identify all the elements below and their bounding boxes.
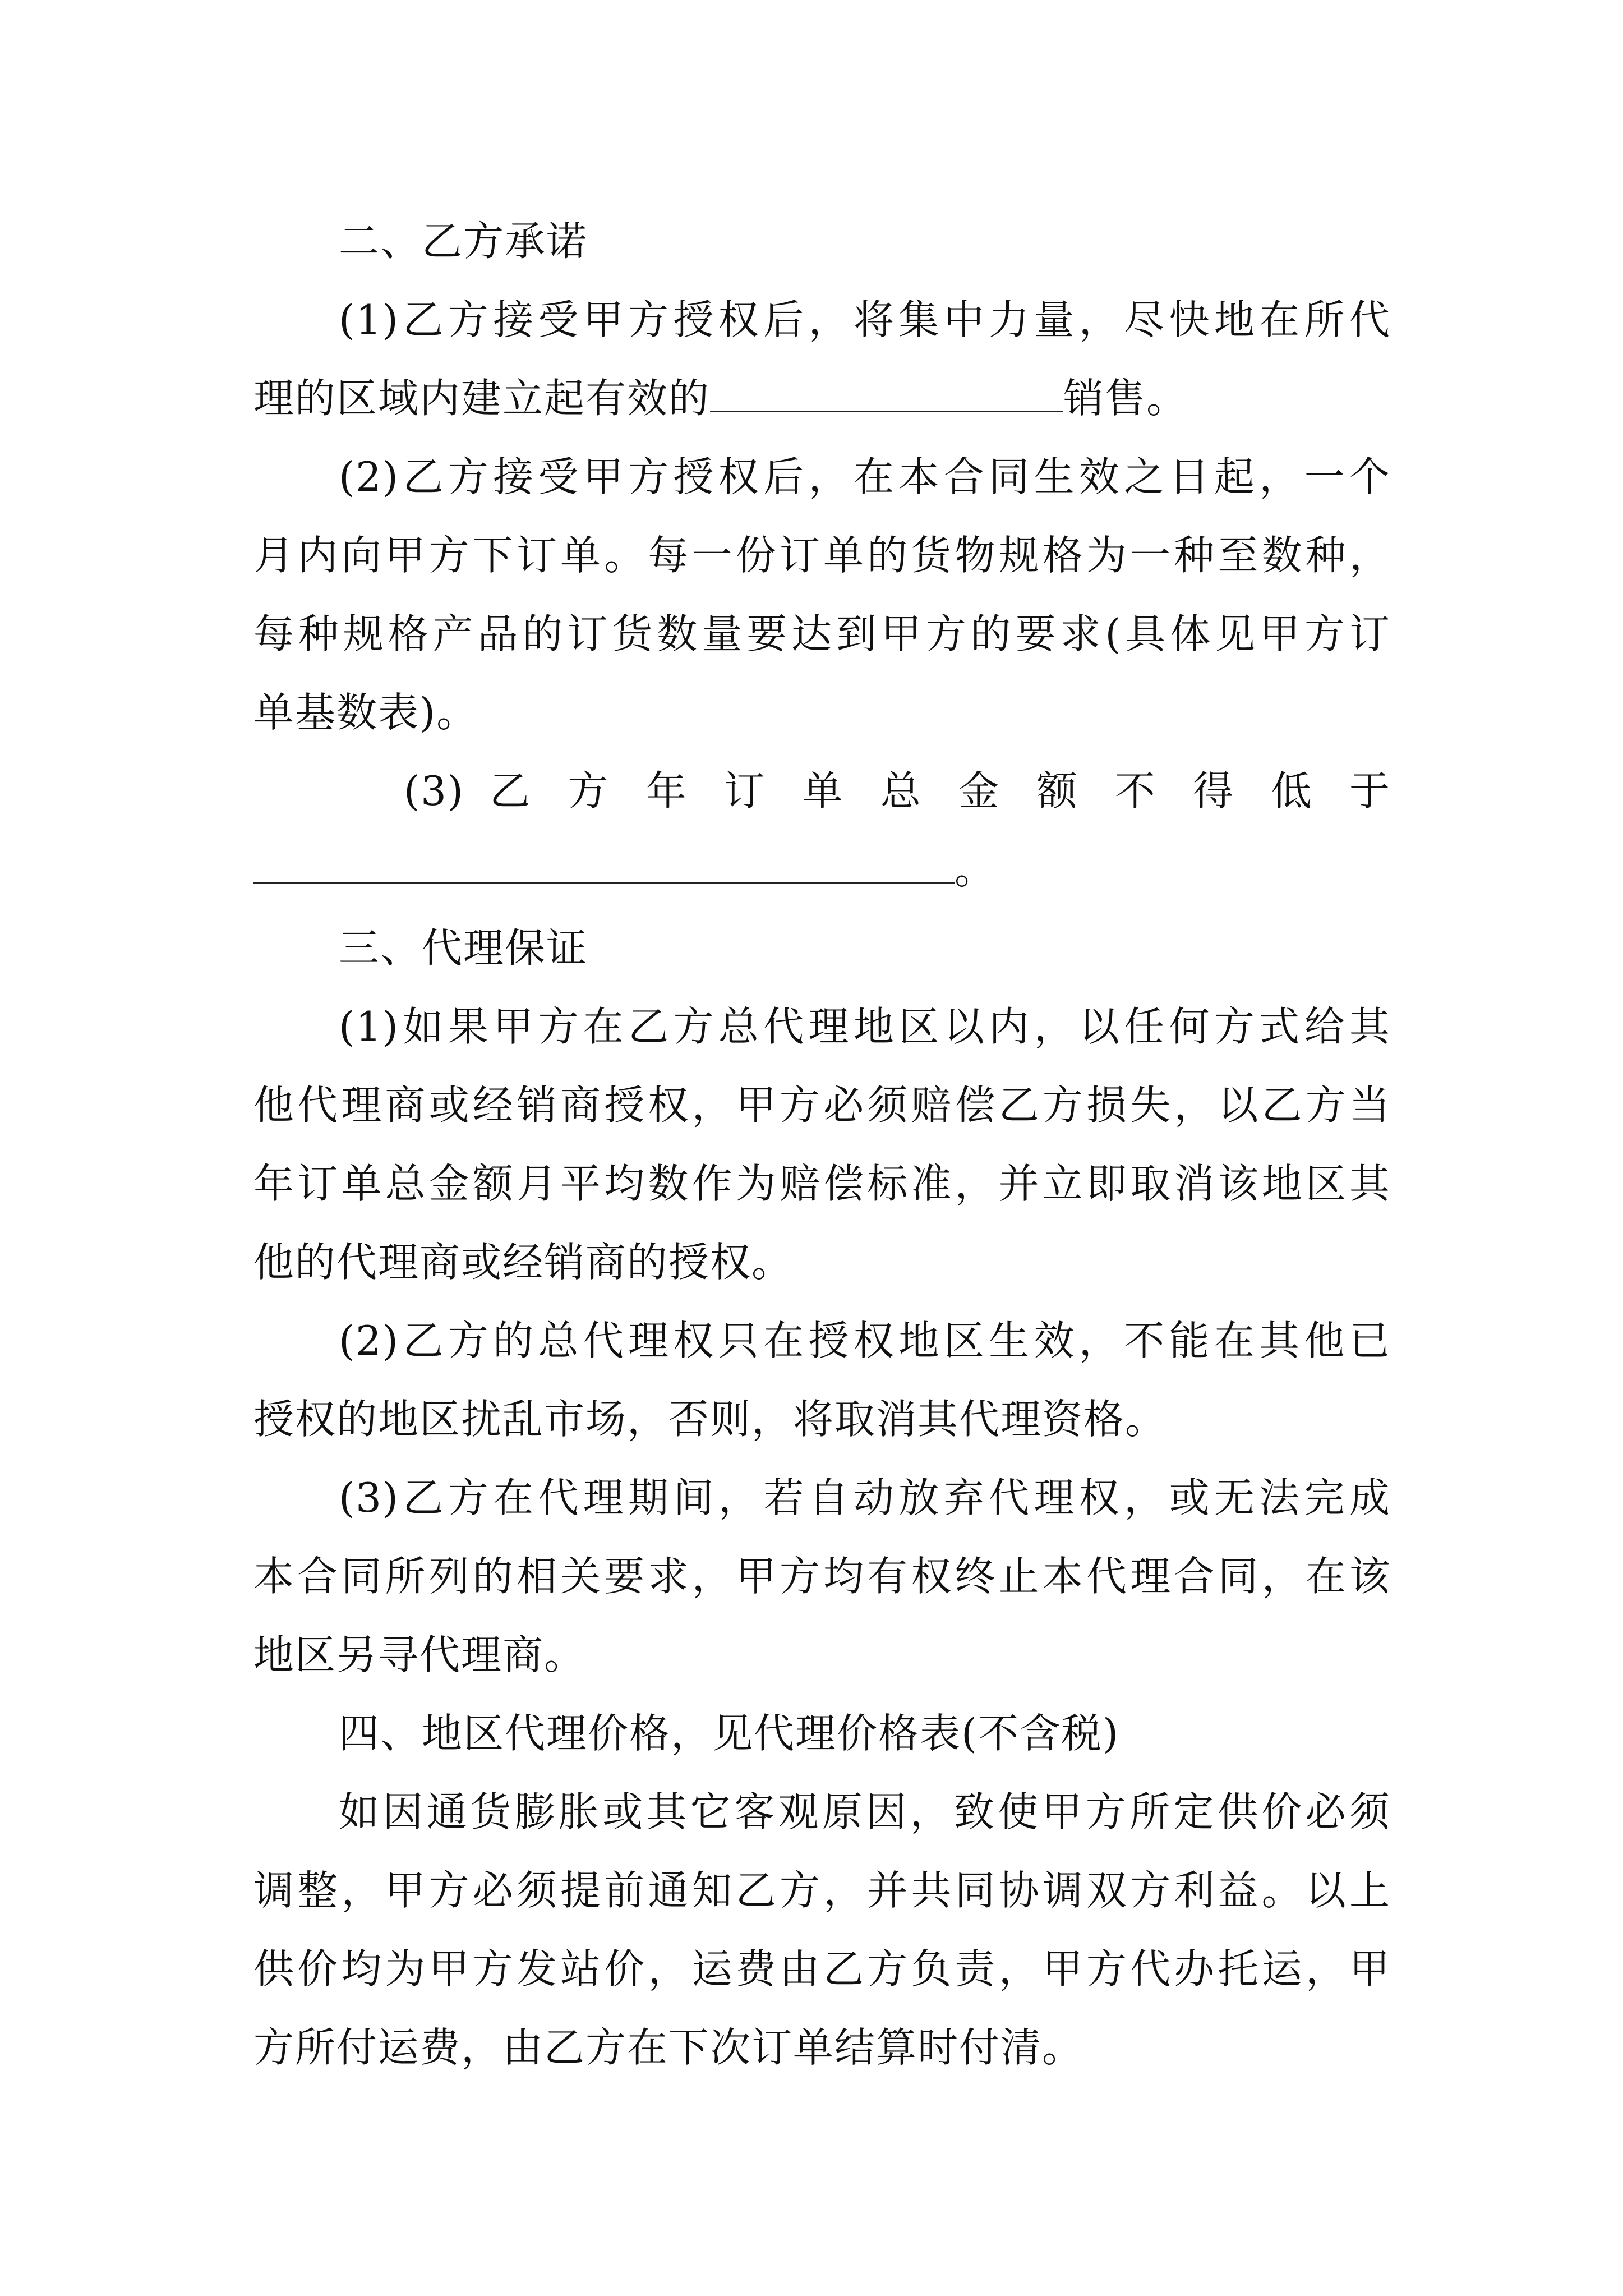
paragraph-line: (1)如果甲方在乙方总代理地区以内，以任何方式给其 xyxy=(339,1003,1391,1050)
section-heading-4: 四、地区代理价格，见代理价格表(不含税) xyxy=(339,1710,1120,1757)
paragraph-line-with-blank xyxy=(253,365,1391,432)
paragraph-line: 年订单总金额月平均数作为赔偿标准，并立即取消该地区其 xyxy=(253,1160,1391,1207)
section-heading-2: 二、乙方承诺 xyxy=(339,218,588,265)
paragraph-text: 。 xyxy=(955,846,997,893)
paragraph-line: 方所付运费，由乙方在下次订单结算时付清。 xyxy=(253,2024,1084,2071)
fill-in-blank xyxy=(253,843,955,884)
paragraph-line: 月内向甲方下订单。每一份订单的货物规格为一种至数种， xyxy=(253,532,1391,579)
paragraph-line: 地区另寻代理商。 xyxy=(253,1631,586,1678)
paragraph-text: 理的区域内建立起有效的 xyxy=(253,375,711,422)
paragraph-line: 他代理商或经销商授权，甲方必须赔偿乙方损失，以乙方当 xyxy=(253,1082,1391,1129)
paragraph-line: (2)乙方接受甲方授权后，在本合同生效之日起，一个 xyxy=(339,453,1391,500)
paragraph-text: 销售。 xyxy=(1063,375,1188,422)
section-heading-3: 三、代理保证 xyxy=(339,924,588,972)
paragraph-line: 他的代理商或经销商的授权。 xyxy=(253,1239,794,1286)
paragraph-line: 如因通货膨胀或其它客观原因，致使甲方所定供价必须 xyxy=(339,1788,1391,1835)
paragraph-line: 本合同所列的相关要求，甲方均有权终止本代理合同，在该 xyxy=(253,1553,1391,1600)
paragraph-line: 单基数表)。 xyxy=(253,689,478,736)
paragraph-line: (3) 乙 方 年 订 单 总 金 额 不 得 低 于 xyxy=(404,767,1391,815)
paragraph-line: 供价均为甲方发站价，运费由乙方负责，甲方代办托运，甲 xyxy=(253,1945,1391,1993)
paragraph-line: 授权的地区扰乱市场，否则，将取消其代理资格。 xyxy=(253,1396,1167,1443)
paragraph-line: 调整，甲方必须提前通知乙方，并共同协调双方利益。以上 xyxy=(253,1867,1391,1914)
paragraph-line: (2)乙方的总代理权只在授权地区生效，不能在其他已 xyxy=(339,1317,1391,1364)
paragraph-line: 每种规格产品的订货数量要达到甲方的要求(具体见甲方订 xyxy=(253,610,1391,657)
paragraph-line: (1)乙方接受甲方授权后，将集中力量，尽快地在所代 xyxy=(339,296,1391,343)
fill-in-blank xyxy=(710,371,1063,412)
paragraph-line: (3)乙方在代理期间，若自动放弃代理权，或无法完成 xyxy=(339,1474,1391,1521)
paragraph-line-with-blank xyxy=(253,836,1391,903)
